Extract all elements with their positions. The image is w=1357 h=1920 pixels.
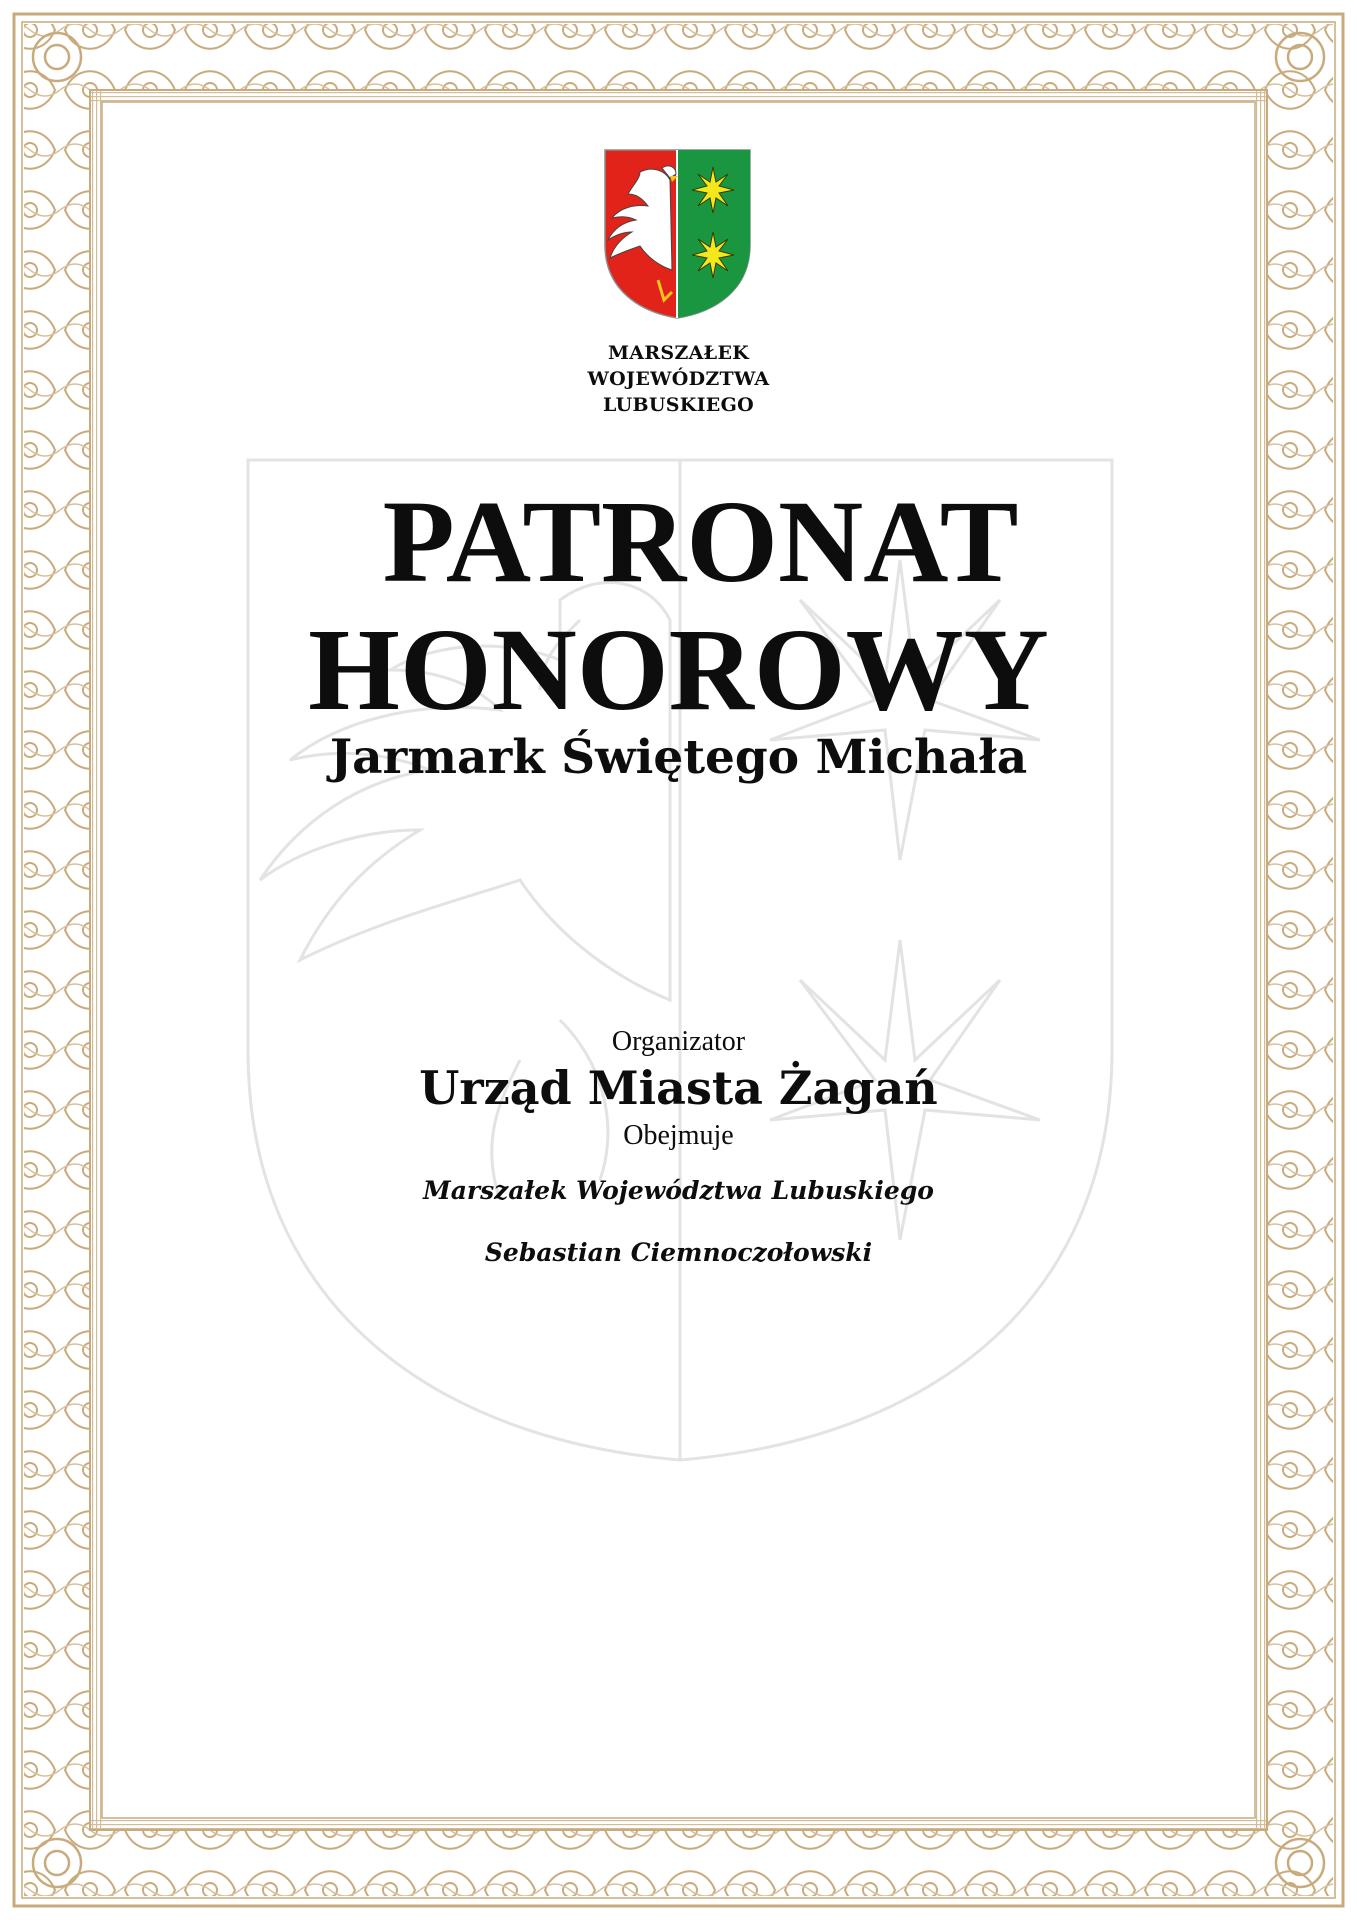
organizer-name: Urząd Miasta Żagań: [419, 1061, 938, 1115]
patron-person: Sebastian Ciemnoczołowski: [484, 1238, 873, 1267]
issuing-office: [0, 340, 1357, 418]
patron-label: Obejmuje: [623, 1120, 734, 1151]
office-line-2: WOJEWÓDZTWA: [587, 368, 770, 390]
title-line-1: PATRONAT: [382, 476, 1019, 607]
organizer-label: Organizator: [611, 1026, 746, 1057]
office-line-1: MARSZAŁEK: [607, 342, 750, 364]
event-name: Jarmark Świętego Michała: [329, 730, 1028, 785]
office-line-3: LUBUSKIEGO: [603, 394, 754, 416]
patron-title: Marszałek Województwa Lubuskiego: [423, 1176, 934, 1205]
title-line-2: HONOROWY: [308, 604, 1049, 735]
